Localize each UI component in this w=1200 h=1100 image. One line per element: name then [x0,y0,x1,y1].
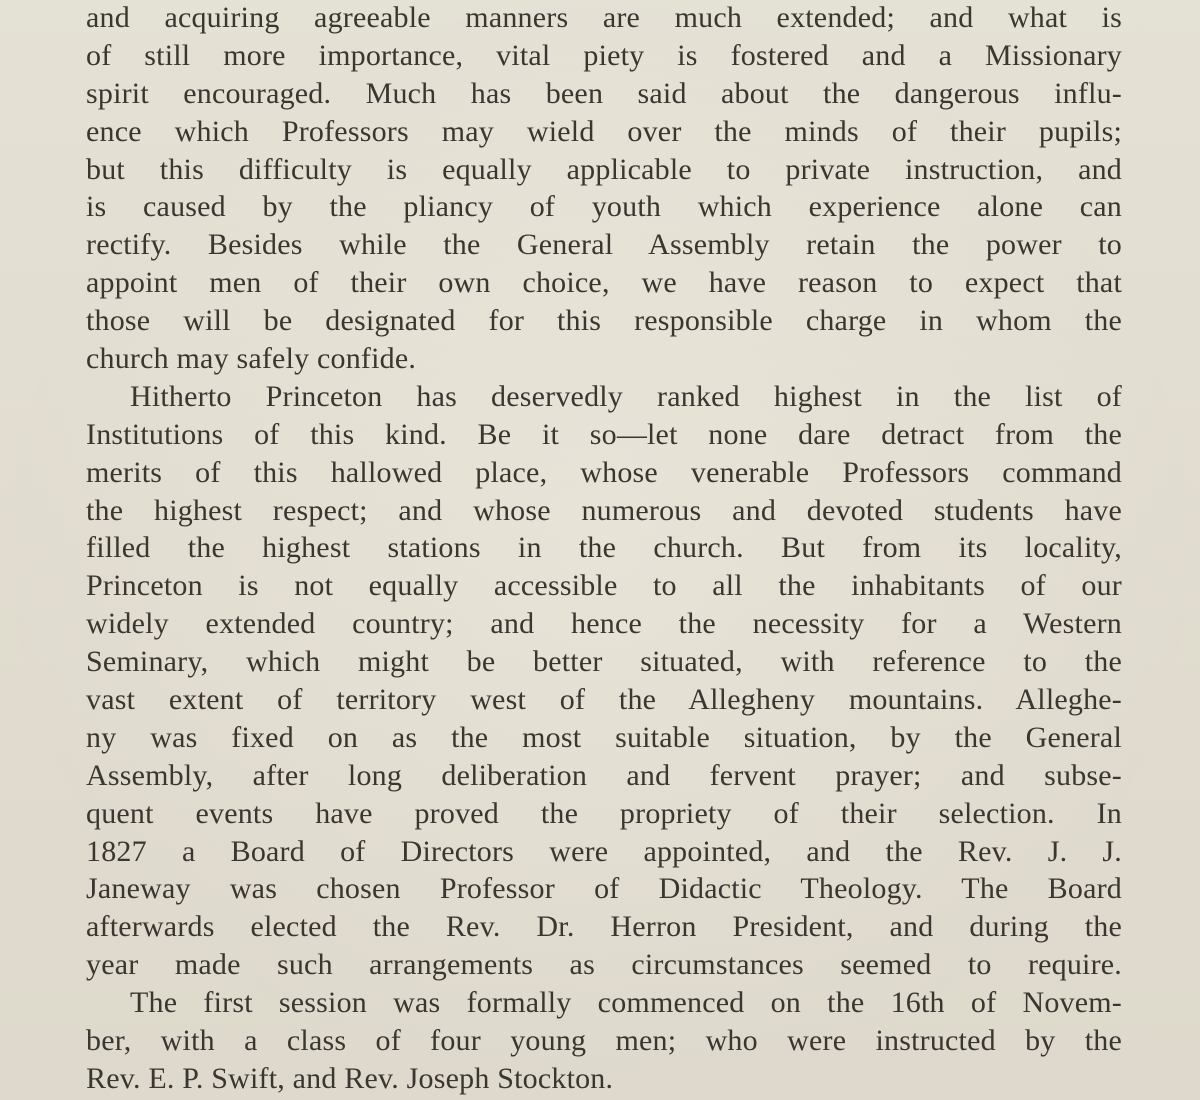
text-line: of still more importance, vital piety is fostered and a Missionary [86,38,1122,72]
text-line: quent events have proved the propriety of their selection. In [86,796,1122,830]
text-line: ny was fixed on as the most suitable situation, by the General [86,720,1122,754]
text-line: Hitherto Princeton has deservedly ranked highest in the list of [130,379,1122,413]
text-line: The first session was formally commenced on the 16th of Novem- [130,986,1122,1020]
text-line: spirit encouraged. Much has been said about the dangerous influ- [86,76,1122,110]
body-text [86,0,1122,1098]
text-line: ence which Professors may wield over the minds of their pupils; [86,114,1122,148]
text-line: Janeway was chosen Professor of Didactic Theology. The Board [86,872,1122,906]
text-line: and acquiring agreeable manners are much extended; and what is [86,1,1122,34]
text-line: 1827 a Board of Directors were appointed, and the Rev. J. J. [86,834,1122,868]
text-line: vast extent of territory west of the Allegheny mountains. Alleghe- [86,683,1122,717]
text-line: merits of this hallowed place, whose venerable Professors command [86,455,1122,489]
text-line: rectify. Besides while the General Assembly retain the power to [86,228,1122,262]
text-line: those will be designated for this responsible charge in whom the [86,304,1122,338]
text-line: is caused by the pliancy of youth which experience alone can [86,190,1122,224]
text-line: appoint men of their own choice, we have reason to expect that [86,266,1122,300]
text-line: Seminary, which might be better situated, with reference to the [86,645,1122,679]
text-line: afterwards elected the Rev. Dr. Herron President, and during the [86,910,1122,944]
text-line: ber, with a class of four young men; who were instructed by the [86,1024,1122,1058]
text-line: church may safely confide. [86,342,417,376]
text-line: but this difficulty is equally applicable to private instruction, and [86,152,1122,186]
text-line: Rev. E. P. Swift, and Rev. Joseph Stockton. [86,1061,614,1095]
text-line: filled the highest stations in the church. But from its locality, [86,531,1122,565]
text-line: Assembly, after long deliberation and fervent prayer; and subse- [86,758,1122,792]
text-line: the highest respect; and whose numerous and devoted students have [86,493,1122,527]
text-line: Princeton is not equally accessible to all the inhabitants of our [86,569,1122,603]
text-line: widely extended country; and hence the necessity for a Western [86,607,1122,641]
text-line: Institutions of this kind. Be it so—let none dare detract from the [86,417,1122,451]
text-line: year made such arrangements as circumstances seemed to require. [86,948,1122,982]
